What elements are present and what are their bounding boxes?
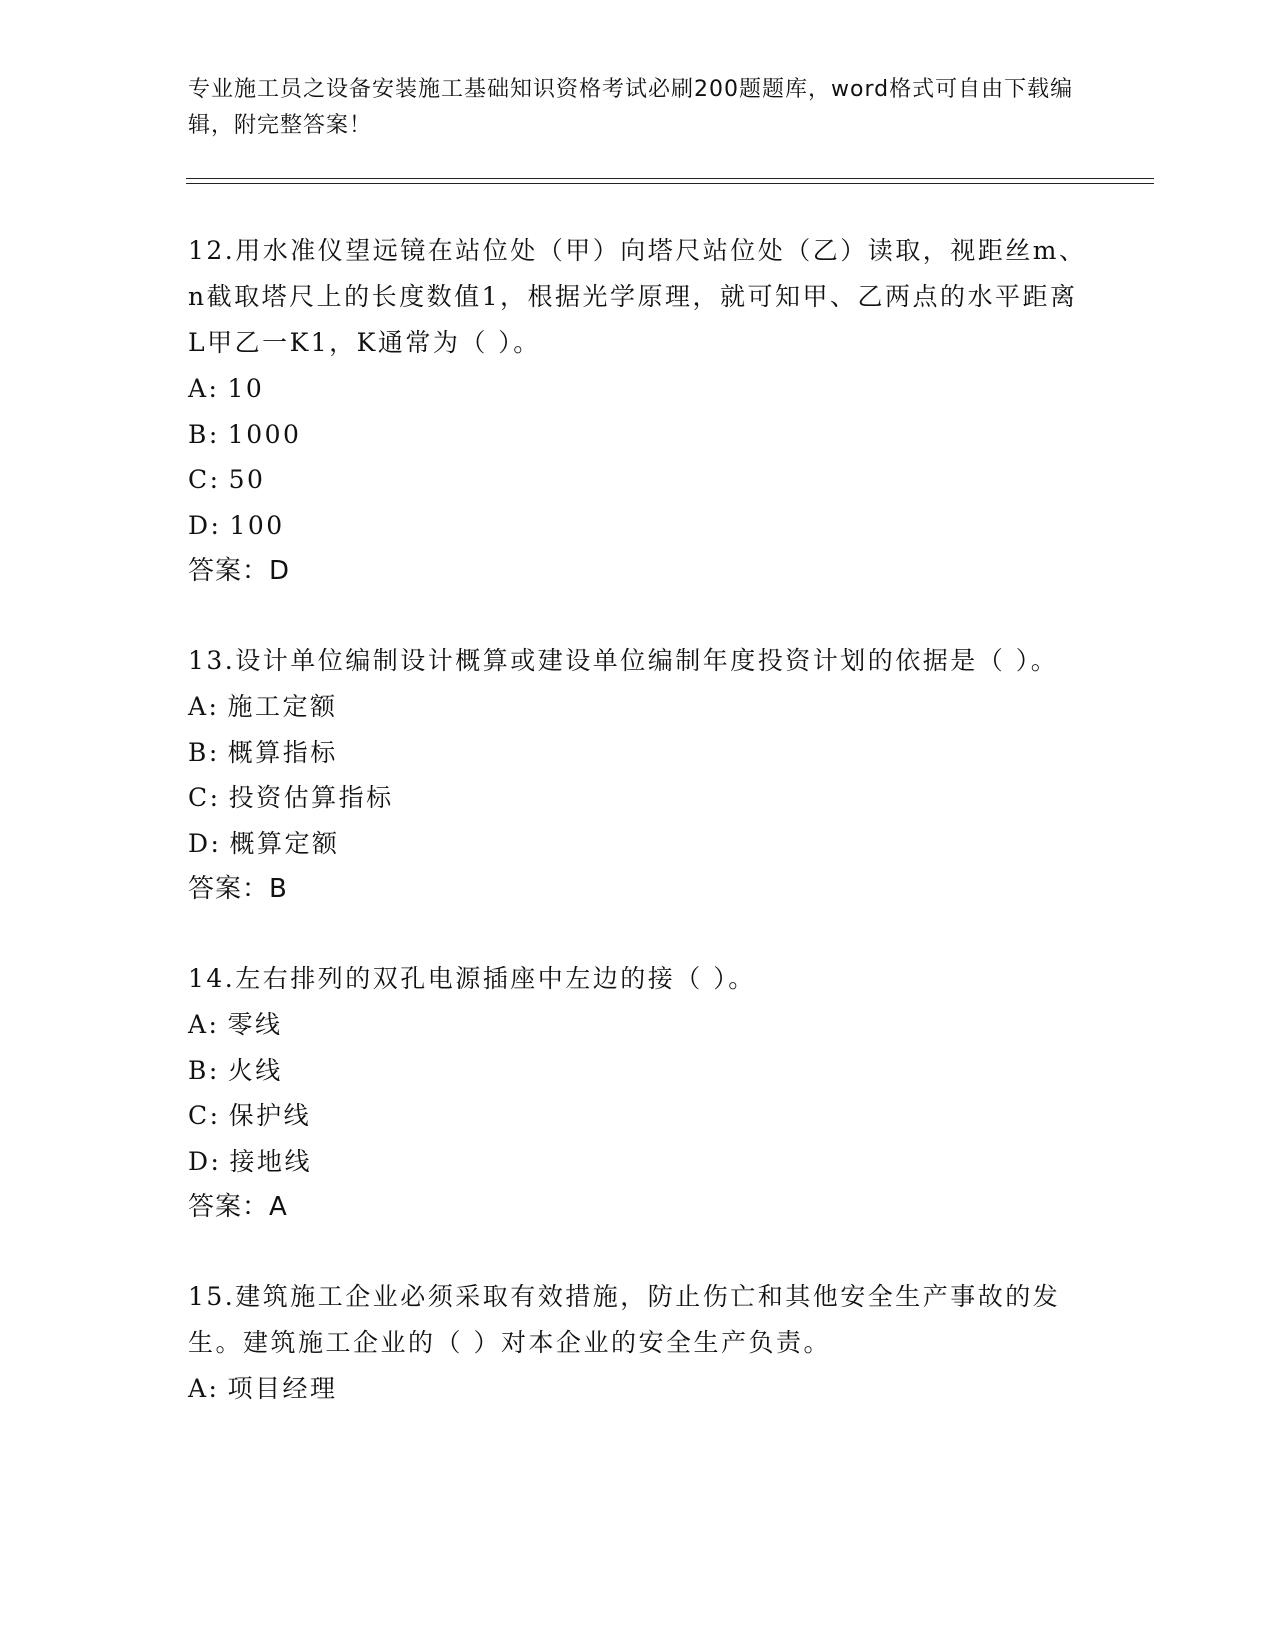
question-12 (188, 228, 1088, 594)
option-text: 火线 (227, 1055, 283, 1085)
option-d (188, 1139, 1088, 1185)
question-text: 15.建筑施工企业必须采取有效措施，防止伤亡和其他安全生产事故的发生。建筑施工企业的（ ）对本企业的安全生产负责。 (188, 1282, 1061, 1357)
option-b (188, 412, 1088, 458)
option-letter: B: (188, 1055, 220, 1085)
document-header: 专业施工员之设备安装施工基础知识资格考试必刷200题题库，word格式可自由下载编辑，附完整答案！ (188, 77, 1074, 138)
option-letter: B: (188, 419, 220, 449)
question-text: 13.设计单位编制设计概算或建设单位编制年度投资计划的依据是（ ）。 (188, 646, 1059, 675)
option-letter: C: (188, 783, 221, 812)
option-b (188, 1048, 1088, 1094)
question-15 (188, 1274, 1088, 1412)
option-text: 概算指标 (227, 737, 338, 767)
option-a (188, 1366, 1088, 1412)
option-letter: D: (188, 510, 222, 540)
option-letter: D: (188, 1146, 222, 1176)
option-text: 概算定额 (229, 828, 340, 858)
option-text: 项目经理 (227, 1374, 338, 1403)
option-c (188, 1093, 1088, 1139)
option-d (188, 503, 1088, 549)
question-text: 12.用水准仪望远镜在站位处（甲）向塔尺站位处（乙）读取，视距丝m、n截取塔尺上的长度数值1，根据光学原理，就可知甲、乙两点的水平距离L甲乙一K1，K通常为（ ）。 (188, 236, 1087, 357)
option-text: 10 (227, 374, 265, 403)
header-divider-bottom (186, 183, 1154, 184)
option-text: 零线 (227, 1010, 283, 1039)
option-a (188, 1002, 1088, 1048)
option-c (188, 775, 1088, 821)
option-text: 100 (229, 510, 285, 540)
answer-line: 答案：D (188, 556, 291, 586)
answer-line: 答案：B (188, 874, 288, 904)
option-letter: A: (188, 1374, 220, 1403)
question-list (188, 228, 1088, 1456)
option-text: 施工定额 (227, 692, 338, 721)
question-text: 14.左右排列的双孔电源插座中左边的接（ ）。 (188, 964, 756, 993)
option-text: 50 (228, 465, 266, 494)
option-letter: A: (188, 692, 220, 721)
option-b (188, 730, 1088, 776)
option-letter: D: (188, 828, 222, 858)
answer-line: 答案：A (188, 1192, 288, 1222)
option-letter: A: (188, 1010, 220, 1039)
option-letter: A: (188, 374, 220, 403)
header-divider-top (186, 178, 1154, 179)
option-d (188, 821, 1088, 867)
option-text: 投资估算指标 (228, 783, 394, 812)
option-c (188, 457, 1088, 503)
question-14 (188, 956, 1088, 1230)
option-letter: C: (188, 465, 221, 494)
option-text: 1000 (227, 419, 302, 449)
option-a (188, 366, 1088, 412)
option-text: 保护线 (228, 1101, 312, 1130)
option-a (188, 684, 1088, 730)
option-text: 接地线 (229, 1146, 312, 1176)
question-13 (188, 638, 1088, 912)
option-letter: C: (188, 1101, 221, 1130)
option-letter: B: (188, 737, 220, 767)
